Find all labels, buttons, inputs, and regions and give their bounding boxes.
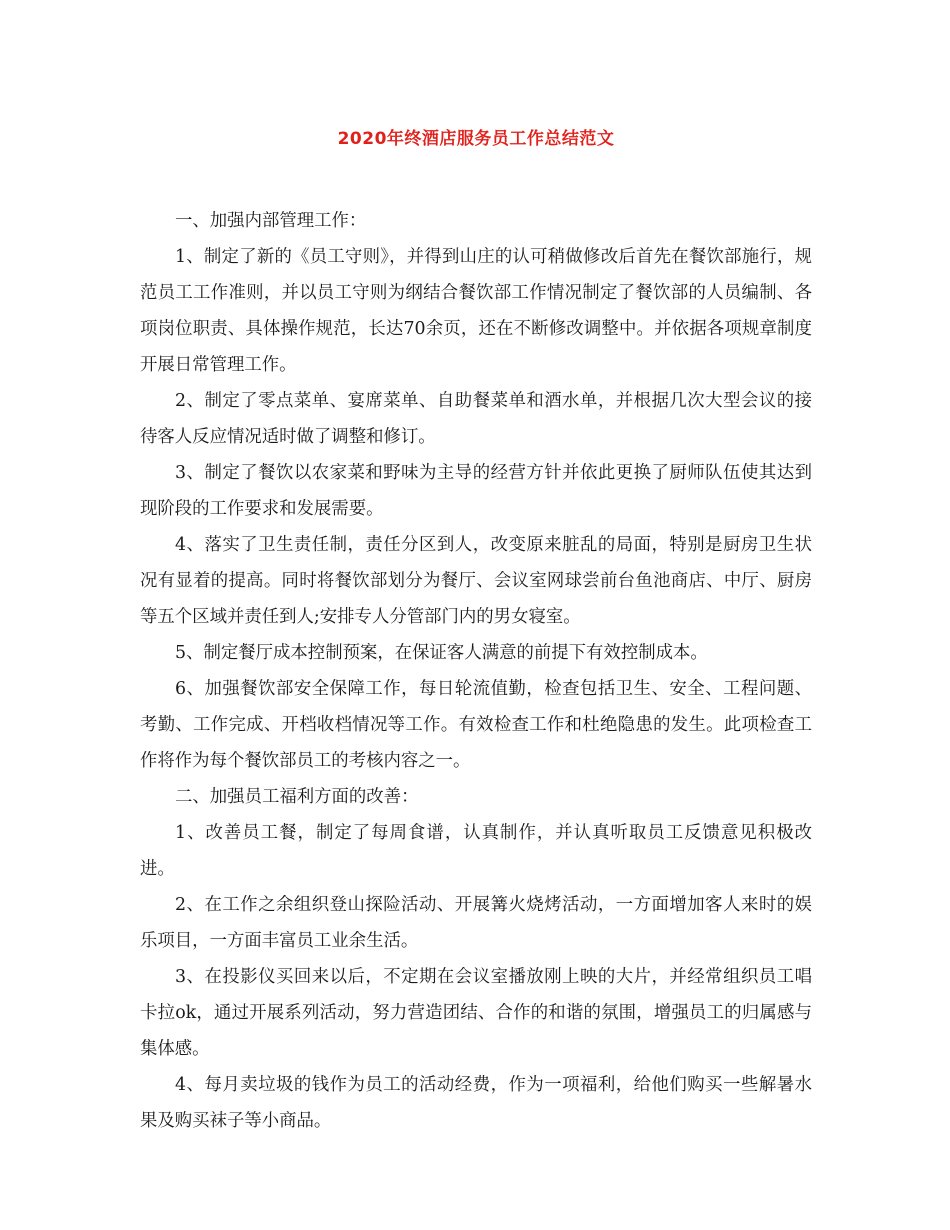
paragraph-cost-control: 5、制定餐厅成本控制预案，在保证客人满意的前提下有效控制成本。 — [175, 643, 708, 663]
paragraph-activity-funds: 4、每月卖垃圾的钱作为员工的活动经费，作为一项福利，给他们购买一些解暑水果及购买袜子等小商品。 — [140, 1075, 812, 1131]
paragraph-safety-inspection: 6、加强餐饮部安全保障工作，每日轮流值勤，检查包括卫生、安全、工程问题、考勤、工作完成、开档收档情况等工作。有效检查工作和杜绝隐患的发生。此项检查工作将作为每个餐饮部员工的考核内容之一。 — [140, 679, 812, 771]
document-page — [140, 118, 812, 1139]
paragraph-projector-karaoke: 3、在投影仪买回来以后，不定期在会议室播放刚上映的大片，并经常组织员工唱卡拉ok，通过开展系列活动，努力营造团结、合作的和谐的氛围，增强员工的归属感与集体感。 — [140, 967, 812, 1059]
document-title: 2020年终酒店服务员工作总结范文 — [337, 129, 615, 149]
paragraph-employee-handbook: 1、制定了新的《员工守则》，并得到山庄的认可稍做修改后首先在餐饮部施行，规范员工工作准则，并以员工守则为纲结合餐饮部工作情况制定了餐饮部的人员编制、各项岗位职责、具体操作规范，长达70余页，还在不断修改调整中。并依据各项规章制度开展日常管理工作。 — [140, 247, 812, 375]
section-heading-internal-management: 一、加强内部管理工作： — [175, 211, 367, 231]
paragraph-staff-meals: 1、改善员工餐，制定了每周食谱，认真制作，并认真听取员工反馈意见积极改进。 — [140, 823, 812, 879]
paragraph-menus: 2、制定了零点菜单、宴席菜单、自助餐菜单和酒水单，并根据几次大型会议的接待客人反应情况适时做了调整和修订。 — [140, 391, 812, 447]
paragraph-hygiene-responsibility: 4、落实了卫生责任制，责任分区到人，改变原来脏乱的局面，特别是厨房卫生状况有显着的提高。同时将餐饮部划分为餐厅、会议室网球尝前台鱼池商店、中厅、厨房等五个区域并责任到人;安排专人分管部门内的男女寝室。 — [140, 535, 812, 627]
paragraph-outdoor-activities: 2、在工作之余组织登山探险活动、开展篝火烧烤活动，一方面增加客人来时的娱乐项目，一方面丰富员工业余生活。 — [140, 895, 812, 951]
paragraph-business-policy: 3、制定了餐饮以农家菜和野味为主导的经营方针并依此更换了厨师队伍使其达到现阶段的工作要求和发展需要。 — [140, 463, 812, 519]
section-heading-employee-welfare: 二、加强员工福利方面的改善： — [175, 787, 419, 807]
